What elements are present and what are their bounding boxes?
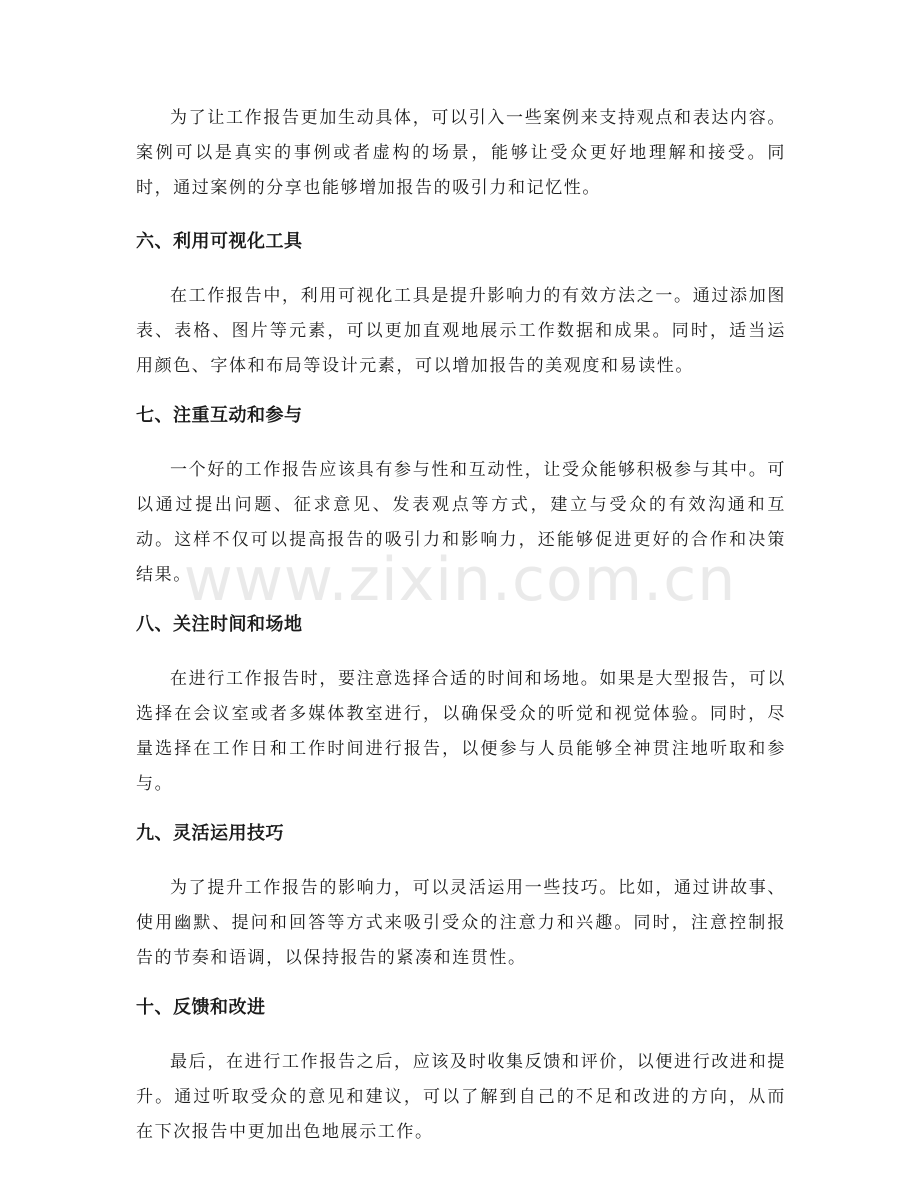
section-heading: 七、注重互动和参与 xyxy=(136,405,303,426)
section-feedback xyxy=(136,996,786,1150)
section-heading: 八、关注时间和场地 xyxy=(136,614,303,635)
section-paragraph: 最后，在进行工作报告之后，应该及时收集反馈和评价，以便进行改进和提升。通过听取受众的意见和建议，可以了解到自己的不足和改进的方向，从而在下次报告中更加出色地展示工作。 xyxy=(136,1052,786,1142)
watermark: www.zixin.com.cn xyxy=(183,545,737,615)
intro-paragraph: 为了让工作报告更加生动具体，可以引入一些案例来支持观点和表达内容。案例可以是真实的事例或者虚构的场景，能够让受众更好地理解和接受。同时，通过案例的分享也能够增加报告的吸引力和记忆性。 xyxy=(136,108,786,198)
section-techniques xyxy=(136,822,786,976)
section-visualization xyxy=(136,230,786,384)
section-interaction xyxy=(136,404,786,593)
section-heading: 十、反馈和改进 xyxy=(136,997,266,1018)
section-paragraph: 为了提升工作报告的影响力，可以灵活运用一些技巧。比如，通过讲故事、使用幽默、提问和回答等方式来吸引受众的注意力和兴趣。同时，注意控制报告的节奏和语调，以保持报告的紧凑和连贯性。 xyxy=(136,878,786,968)
section-heading: 六、利用可视化工具 xyxy=(136,231,303,252)
section-paragraph: 在进行工作报告时，要注意选择合适的时间和场地。如果是大型报告，可以选择在会议室或者多媒体教室进行，以确保受众的听觉和视觉体验。同时，尽量选择在工作日和工作时间进行报告，以便参与人员能够全神贯注地听取和参与。 xyxy=(136,669,786,794)
section-time-venue xyxy=(136,613,786,802)
section-heading: 九、灵活运用技巧 xyxy=(136,823,284,844)
section-paragraph: 在工作报告中，利用可视化工具是提升影响力的有效方法之一。通过添加图表、表格、图片等元素，可以更加直观地展示工作数据和成果。同时，适当运用颜色、字体和布局等设计元素，可以增加报告的美观度和易读性。 xyxy=(136,286,786,376)
section-paragraph: 一个好的工作报告应该具有参与性和互动性，让受众能够积极参与其中。可以通过提出问题、征求意见、发表观点等方式，建立与受众的有效沟通和互动。这样不仅可以提高报告的吸引力和影响力，还能够促进更好的合作和决策结果。 xyxy=(136,460,786,585)
document-body xyxy=(136,101,786,1170)
